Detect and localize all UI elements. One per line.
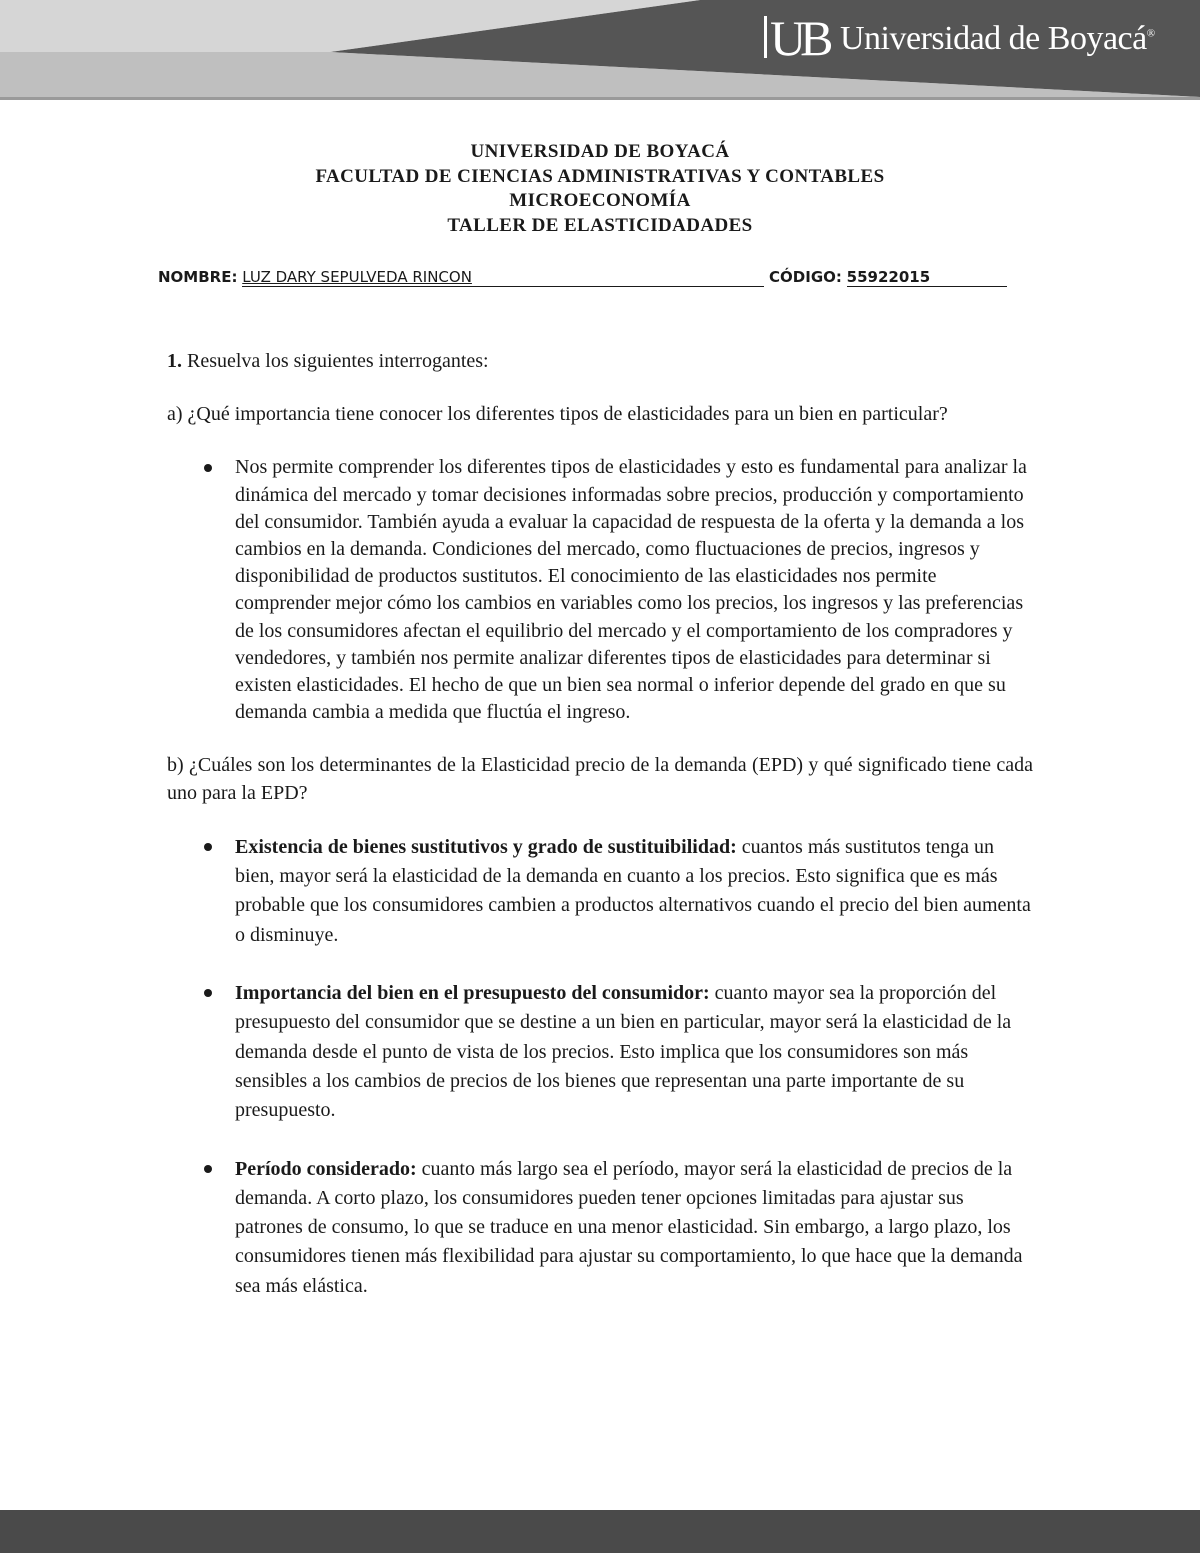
question-a: a) ¿Qué importancia tiene conocer los diferentes tipos de elasticidades para un bien en particular?	[167, 403, 948, 426]
title-course: MICROECONOMÍA	[509, 190, 691, 211]
logo-text: Universidad de Boyacá®	[840, 20, 1155, 57]
logo-mark: UB	[770, 10, 828, 66]
section-1-heading: 1. Resuelva los siguientes interrogantes:	[167, 350, 489, 372]
determinant-term: Existencia de bienes sustitutivos y grado de sustituibilidad:	[235, 835, 737, 858]
determinant-text: cuantos más sustitutos tenga un bien, mayor será la elasticidad de la demanda en cuanto a los precios. Esto significa que es más probable que los consumidores cambien a productos alternativos cuando el precio del bien aumenta o disminuye.	[235, 835, 1031, 946]
footer-band	[0, 1510, 1200, 1553]
bullet-icon	[204, 1165, 212, 1173]
title-workshop: TALLER DE ELASTICIDADADES	[447, 214, 753, 236]
determinant-text: cuanto mayor sea la proporción del presupuesto del consumidor que se destine a un bien en particular, mayor será la elasticidad de la demanda desde el punto de vista de los precios. Esto implica que los consumidores son más sensibles a los cambios de precios de los bienes que representan una parte importante de su presupuesto.	[235, 982, 1012, 1122]
answer-a-text: Nos permite comprender los diferentes tipos de elasticidades y esto es fundamental para analizar la dinámica del mercado y tomar decisiones informadas sobre precios, producción y comportamiento del consumidor. También ayuda a evaluar la capacidad de respuesta de la oferta y la demanda a los cambios en la demanda. Condiciones del mercado, como fluctuaciones de precios, ingresos y disponibilidad de productos sustitutos. El conocimiento de las elasticidades nos permite comprender mejor cómo los cambios en variables como los precios, los ingresos y las preferencias de los consumidores afectan el equilibrio del mercado y el comportamiento de los compradores y vendedores, y también nos permite analizar diferentes tipos de elasticidades para determinar si existen elasticidades. El hecho de que un bien sea normal o inferior depende del grado en que su demanda cambia a medida que fluctúa el ingreso.	[235, 456, 1027, 724]
determinant-text: cuanto más largo sea el período, mayor será la elasticidad de precios de la demanda. A corto plazo, los consumidores pueden tener opciones limitadas para ajustar sus patrones de consumo, lo que se traduce en una menor elasticidad. Sin embargo, a largo plazo, los consumidores tienen más flexibilidad para ajustar su comportamiento, lo que hace que la demanda sea más elástica.	[235, 1157, 1023, 1297]
answer-a-item	[167, 454, 1033, 726]
code-value: 55922015	[847, 268, 1007, 287]
title-university: UNIVERSIDAD DE BOYACÁ	[470, 141, 730, 162]
determinant-item	[167, 1155, 1033, 1301]
logo-divider	[764, 16, 767, 58]
title-faculty: FACULTAD DE CIENCIAS ADMINISTRATIVAS Y CONTABLES	[315, 165, 885, 187]
student-info	[158, 268, 1058, 287]
bullet-icon	[204, 843, 212, 851]
determinant-item	[167, 833, 1033, 950]
bullet-icon	[204, 989, 212, 997]
bullet-icon	[204, 464, 212, 472]
answer-b-list	[167, 833, 1033, 1301]
university-logo	[760, 6, 1180, 68]
document-title	[0, 140, 1200, 238]
name-label: NOMBRE:	[158, 268, 238, 286]
determinant-item	[167, 979, 1033, 1125]
answer-a-list	[167, 454, 1033, 726]
question-b: b) ¿Cuáles son los determinantes de la Elasticidad precio de la demanda (EPD) y qué significado tiene cada uno para la EPD?	[167, 754, 1033, 804]
name-value: LUZ DARY SEPULVEDA RINCON	[242, 268, 764, 287]
determinant-term: Período considerado:	[235, 1157, 417, 1180]
document-body	[167, 348, 1033, 1330]
header-band	[0, 0, 1200, 100]
code-label: CÓDIGO:	[769, 268, 842, 286]
determinant-term: Importancia del bien en el presupuesto del consumidor:	[235, 982, 710, 1005]
